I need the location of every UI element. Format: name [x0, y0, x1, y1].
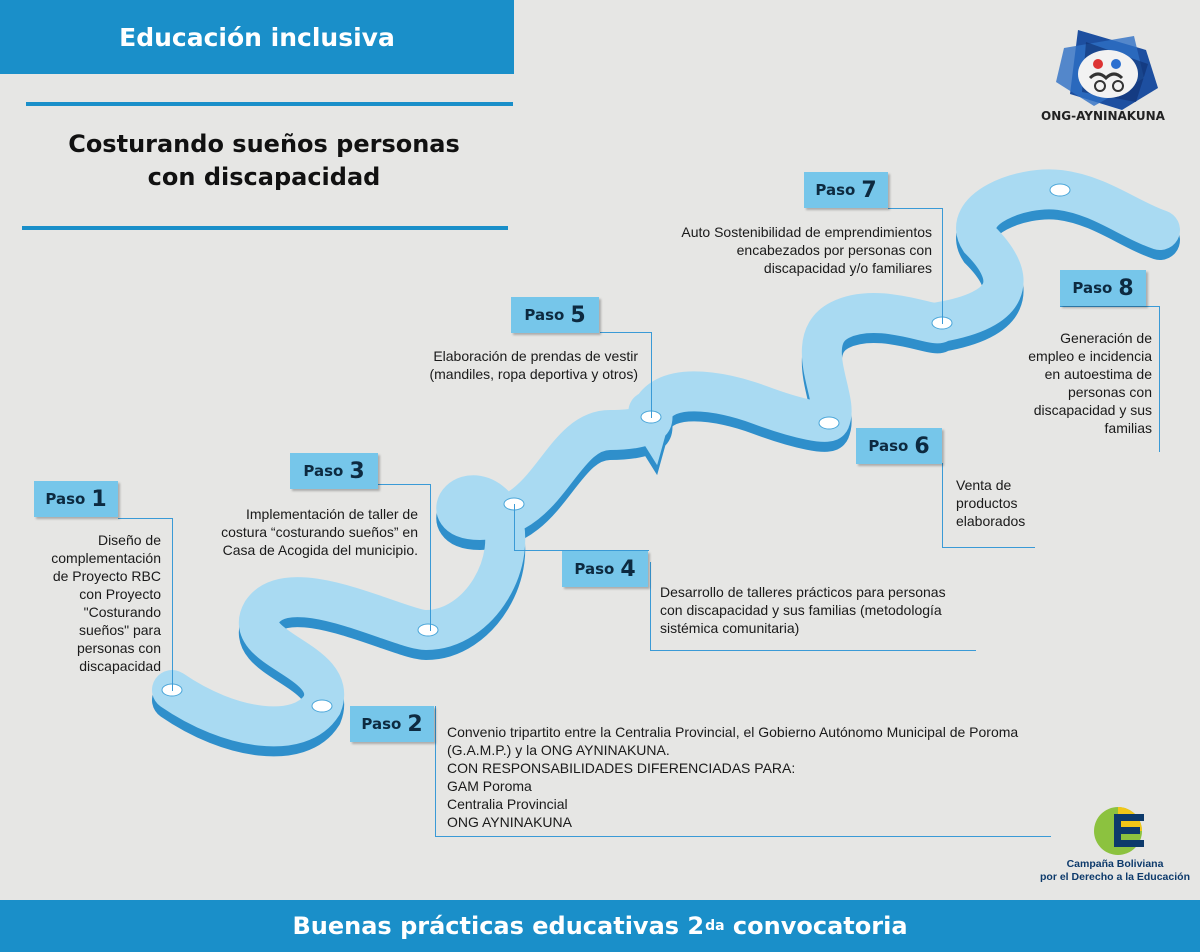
- step-7-line: Auto Sostenibilidad de emprendimientos: [681, 224, 932, 240]
- step-1-line: con Proyecto: [79, 586, 161, 602]
- step-6-line: Venta de: [956, 477, 1012, 493]
- step-6-line: elaborados: [956, 513, 1026, 529]
- step-4-number: 4: [620, 556, 636, 582]
- step-7-line: encabezados por personas con: [736, 242, 932, 258]
- step-2-description: [447, 723, 1067, 831]
- step-7-description: [640, 223, 932, 277]
- step-7-number: 7: [861, 177, 877, 203]
- step-6-tab: [856, 428, 942, 464]
- page-title-line-1: Costurando sueños personas: [68, 130, 460, 158]
- step-6-word: Paso: [868, 437, 909, 455]
- step-1-line: de Proyecto RBC: [52, 568, 161, 584]
- step-3-number: 3: [349, 458, 365, 484]
- ong-logo-label: ONG-AYNINAKUNA: [1041, 109, 1165, 123]
- step-6-line: productos: [956, 495, 1018, 511]
- step-1-line: complementación: [51, 550, 161, 566]
- step-8-number: 8: [1118, 275, 1134, 301]
- step-4-line: con discapacidad y sus familias (metodología: [660, 602, 942, 618]
- step-8-line: en autoestima de: [1044, 366, 1152, 382]
- step-2-line: ONG AYNINAKUNA: [447, 814, 572, 830]
- step-2-line: CON RESPONSABILIDADES DIFERENCIADAS PARA:: [447, 760, 796, 776]
- step-8-tab: [1060, 270, 1146, 306]
- section-tag-label: Educación inclusiva: [119, 22, 395, 52]
- step-2-tab: [350, 706, 434, 742]
- step-7-line: discapacidad y/o familiares: [763, 260, 932, 276]
- step-5-number: 5: [570, 302, 586, 328]
- step-2-line: GAM Poroma: [447, 778, 532, 794]
- step-3-word: Paso: [303, 462, 344, 480]
- step-1-line: Diseño de: [97, 532, 161, 548]
- step-3-line: Implementación de taller de: [246, 506, 418, 522]
- step-6-number: 6: [914, 433, 930, 459]
- step-7-tab: [804, 172, 888, 208]
- step-4-tab: [562, 551, 648, 587]
- footer-superscript: da: [705, 918, 725, 934]
- step-5-word: Paso: [524, 306, 565, 324]
- step-8-line: empleo e incidencia: [1028, 348, 1152, 364]
- connector-paso-4: [514, 504, 649, 551]
- step-5-line: Elaboración de prendas de vestir: [433, 348, 638, 364]
- step-1-tab: [34, 481, 118, 517]
- step-1-word: Paso: [45, 490, 86, 508]
- step-3-description: [196, 505, 418, 559]
- step-2-line: (G.A.M.P.) y la ONG AYNINAKUNA.: [447, 742, 670, 758]
- step-1-line: "Costurando: [83, 604, 161, 620]
- step-1-line: sueños" para: [78, 622, 161, 638]
- footer-banner: [0, 900, 1200, 952]
- step-4-description: [660, 583, 980, 637]
- step-8-line: discapacidad y sus: [1033, 402, 1152, 418]
- step-7-word: Paso: [815, 181, 856, 199]
- step-1-line: discapacidad: [79, 658, 161, 674]
- step-4-line: sistémica comunitaria): [660, 620, 800, 636]
- footer-text-end: convocatoria: [724, 912, 908, 940]
- step-1-number: 1: [91, 486, 107, 512]
- step-2-line: Centralia Provincial: [447, 796, 568, 812]
- step-3-tab: [290, 453, 378, 489]
- step-8-description: [1000, 329, 1152, 437]
- step-8-word: Paso: [1072, 279, 1113, 297]
- step-4-word: Paso: [574, 560, 615, 578]
- campaign-line-2: por el Derecho a la Educación: [1040, 871, 1190, 883]
- page-title-line-2: con discapacidad: [147, 163, 381, 191]
- step-2-number: 2: [407, 711, 423, 737]
- campana-boliviana-logo: [1084, 804, 1164, 858]
- step-8-line: personas con: [1067, 384, 1152, 400]
- step-2-line: Convenio tripartito entre la Centralia Provincial, el Gobierno Autónomo Municipal de Poroma: [447, 724, 1019, 740]
- campaign-line-1: Campaña Boliviana: [1066, 858, 1164, 870]
- step-8-line: familias: [1104, 420, 1152, 436]
- footer-text: Buenas prácticas educativas 2: [292, 912, 705, 940]
- step-1-line: personas con: [76, 640, 161, 656]
- step-2-word: Paso: [361, 715, 402, 733]
- step-5-line: (mandiles, ropa deportiva y otros): [429, 366, 638, 382]
- step-6-description: [956, 476, 1066, 530]
- step-3-line: Casa de Acogida del municipio.: [222, 542, 418, 558]
- campaign-logo-label: [1040, 858, 1190, 884]
- step-4-line: Desarrollo de talleres prácticos para personas: [660, 584, 946, 600]
- step-1-description: [20, 531, 161, 675]
- step-3-line: costura “costurando sueños” en: [221, 524, 418, 540]
- step-5-tab: [511, 297, 599, 333]
- step-8-line: Generación de: [1060, 330, 1152, 346]
- step-5-description: [380, 347, 638, 383]
